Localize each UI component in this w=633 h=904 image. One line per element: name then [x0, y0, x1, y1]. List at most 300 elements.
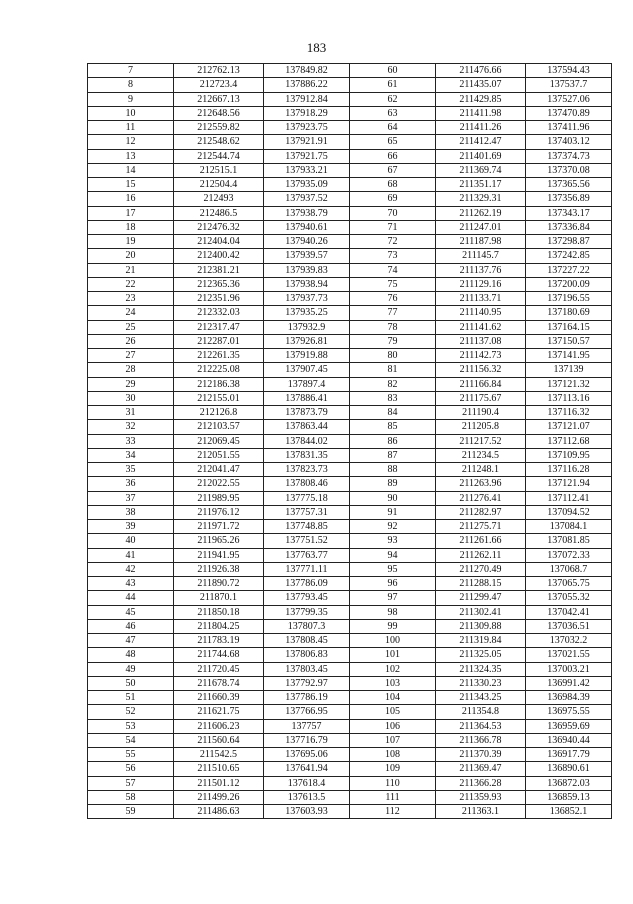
left-y-coordinate-cell: 137786.09: [264, 577, 350, 591]
left-point-number-cell: 33: [88, 434, 174, 448]
left-y-coordinate-cell: 137766.95: [264, 705, 350, 719]
table-row: [88, 719, 612, 733]
right-point-number-cell: 86: [350, 434, 436, 448]
right-y-coordinate-cell: 137150.57: [526, 334, 612, 348]
right-x-coordinate-cell: 211262.19: [436, 206, 526, 220]
left-point-number-cell: 28: [88, 363, 174, 377]
left-x-coordinate-cell: 212287.01: [174, 334, 264, 348]
left-x-coordinate-cell: 212667.13: [174, 92, 264, 106]
right-point-number-cell: 105: [350, 705, 436, 719]
right-x-coordinate-cell: 211429.85: [436, 92, 526, 106]
left-x-coordinate-cell: 211744.68: [174, 648, 264, 662]
right-point-number-cell: 99: [350, 619, 436, 633]
right-y-coordinate-cell: 137032.2: [526, 634, 612, 648]
left-y-coordinate-cell: 137897.4: [264, 377, 350, 391]
left-y-coordinate-cell: 137808.45: [264, 634, 350, 648]
left-x-coordinate-cell: 211926.38: [174, 562, 264, 576]
left-point-number-cell: 22: [88, 277, 174, 291]
left-y-coordinate-cell: 137923.75: [264, 121, 350, 135]
right-point-number-cell: 109: [350, 762, 436, 776]
right-point-number-cell: 100: [350, 634, 436, 648]
left-x-coordinate-cell: 212103.57: [174, 420, 264, 434]
right-y-coordinate-cell: 137527.06: [526, 92, 612, 106]
left-point-number-cell: 29: [88, 377, 174, 391]
right-point-number-cell: 106: [350, 719, 436, 733]
right-point-number-cell: 90: [350, 491, 436, 505]
left-point-number-cell: 46: [88, 619, 174, 633]
left-y-coordinate-cell: 137921.91: [264, 135, 350, 149]
left-y-coordinate-cell: 137844.02: [264, 434, 350, 448]
table-row: [88, 249, 612, 263]
left-y-coordinate-cell: 137807.3: [264, 619, 350, 633]
right-y-coordinate-cell: 136852.1: [526, 805, 612, 819]
left-y-coordinate-cell: 137940.26: [264, 235, 350, 249]
right-point-number-cell: 108: [350, 748, 436, 762]
left-x-coordinate-cell: 211660.39: [174, 691, 264, 705]
left-y-coordinate-cell: 137786.19: [264, 691, 350, 705]
left-x-coordinate-cell: 212332.03: [174, 306, 264, 320]
right-point-number-cell: 63: [350, 106, 436, 120]
right-y-coordinate-cell: 137343.17: [526, 206, 612, 220]
right-x-coordinate-cell: 211364.53: [436, 719, 526, 733]
right-x-coordinate-cell: 211190.4: [436, 406, 526, 420]
right-x-coordinate-cell: 211329.31: [436, 192, 526, 206]
left-point-number-cell: 18: [88, 220, 174, 234]
table-row: [88, 149, 612, 163]
right-point-number-cell: 97: [350, 591, 436, 605]
table-row: [88, 562, 612, 576]
left-x-coordinate-cell: 211486.63: [174, 805, 264, 819]
left-point-number-cell: 24: [88, 306, 174, 320]
left-point-number-cell: 55: [88, 748, 174, 762]
right-y-coordinate-cell: 137036.51: [526, 619, 612, 633]
table-row: [88, 676, 612, 690]
right-x-coordinate-cell: 211261.66: [436, 534, 526, 548]
left-point-number-cell: 54: [88, 733, 174, 747]
right-y-coordinate-cell: 137242.85: [526, 249, 612, 263]
left-x-coordinate-cell: 212559.82: [174, 121, 264, 135]
table-row: [88, 577, 612, 591]
left-point-number-cell: 57: [88, 776, 174, 790]
left-y-coordinate-cell: 137808.46: [264, 477, 350, 491]
table-row: [88, 106, 612, 120]
right-x-coordinate-cell: 211325.05: [436, 648, 526, 662]
left-y-coordinate-cell: 137613.5: [264, 790, 350, 804]
right-point-number-cell: 73: [350, 249, 436, 263]
right-y-coordinate-cell: 136991.42: [526, 676, 612, 690]
table-row: [88, 206, 612, 220]
left-y-coordinate-cell: 137912.84: [264, 92, 350, 106]
table-row: [88, 520, 612, 534]
table-row: [88, 135, 612, 149]
left-y-coordinate-cell: 137751.52: [264, 534, 350, 548]
left-y-coordinate-cell: 137940.61: [264, 220, 350, 234]
right-x-coordinate-cell: 211435.07: [436, 78, 526, 92]
right-x-coordinate-cell: 211141.62: [436, 320, 526, 334]
table-row: [88, 705, 612, 719]
left-x-coordinate-cell: 211971.72: [174, 520, 264, 534]
table-row: [88, 320, 612, 334]
left-y-coordinate-cell: 137775.18: [264, 491, 350, 505]
left-point-number-cell: 31: [88, 406, 174, 420]
left-x-coordinate-cell: 212544.74: [174, 149, 264, 163]
right-point-number-cell: 61: [350, 78, 436, 92]
right-x-coordinate-cell: 211369.47: [436, 762, 526, 776]
left-y-coordinate-cell: 137935.09: [264, 178, 350, 192]
left-x-coordinate-cell: 211850.18: [174, 605, 264, 619]
right-y-coordinate-cell: 137403.12: [526, 135, 612, 149]
right-point-number-cell: 88: [350, 463, 436, 477]
left-point-number-cell: 35: [88, 463, 174, 477]
table-row: [88, 548, 612, 562]
left-x-coordinate-cell: 212723.4: [174, 78, 264, 92]
left-x-coordinate-cell: 212351.96: [174, 292, 264, 306]
right-y-coordinate-cell: 137374.73: [526, 149, 612, 163]
right-point-number-cell: 110: [350, 776, 436, 790]
table-row: [88, 733, 612, 747]
table-row: [88, 277, 612, 291]
left-x-coordinate-cell: 211621.75: [174, 705, 264, 719]
left-x-coordinate-cell: 212186.38: [174, 377, 264, 391]
table-row: [88, 391, 612, 405]
right-x-coordinate-cell: 211205.8: [436, 420, 526, 434]
left-x-coordinate-cell: 212400.42: [174, 249, 264, 263]
left-point-number-cell: 13: [88, 149, 174, 163]
right-x-coordinate-cell: 211370.39: [436, 748, 526, 762]
right-x-coordinate-cell: 211133.71: [436, 292, 526, 306]
left-y-coordinate-cell: 137937.73: [264, 292, 350, 306]
right-point-number-cell: 65: [350, 135, 436, 149]
left-point-number-cell: 36: [88, 477, 174, 491]
right-x-coordinate-cell: 211275.71: [436, 520, 526, 534]
right-x-coordinate-cell: 211142.73: [436, 349, 526, 363]
right-y-coordinate-cell: 137094.52: [526, 505, 612, 519]
right-y-coordinate-cell: 137180.69: [526, 306, 612, 320]
left-x-coordinate-cell: 212041.47: [174, 463, 264, 477]
table-row: [88, 121, 612, 135]
left-x-coordinate-cell: 212486.5: [174, 206, 264, 220]
left-y-coordinate-cell: 137939.83: [264, 263, 350, 277]
right-point-number-cell: 91: [350, 505, 436, 519]
right-point-number-cell: 103: [350, 676, 436, 690]
left-point-number-cell: 50: [88, 676, 174, 690]
table-row: [88, 505, 612, 519]
right-y-coordinate-cell: 136940.44: [526, 733, 612, 747]
right-y-coordinate-cell: 137141.95: [526, 349, 612, 363]
left-x-coordinate-cell: 212548.62: [174, 135, 264, 149]
left-point-number-cell: 14: [88, 163, 174, 177]
right-point-number-cell: 80: [350, 349, 436, 363]
right-point-number-cell: 76: [350, 292, 436, 306]
right-x-coordinate-cell: 211262.11: [436, 548, 526, 562]
table-row: [88, 634, 612, 648]
table-row: [88, 434, 612, 448]
right-x-coordinate-cell: 211166.84: [436, 377, 526, 391]
left-x-coordinate-cell: 211720.45: [174, 662, 264, 676]
left-point-number-cell: 58: [88, 790, 174, 804]
left-y-coordinate-cell: 137938.94: [264, 277, 350, 291]
left-x-coordinate-cell: 211804.25: [174, 619, 264, 633]
right-y-coordinate-cell: 137121.94: [526, 477, 612, 491]
table-row: [88, 619, 612, 633]
right-y-coordinate-cell: 137411.96: [526, 121, 612, 135]
left-point-number-cell: 51: [88, 691, 174, 705]
left-y-coordinate-cell: 137873.79: [264, 406, 350, 420]
left-y-coordinate-cell: 137935.25: [264, 306, 350, 320]
left-point-number-cell: 52: [88, 705, 174, 719]
table-row: [88, 78, 612, 92]
table-row: [88, 263, 612, 277]
right-y-coordinate-cell: 137081.85: [526, 534, 612, 548]
right-x-coordinate-cell: 211366.78: [436, 733, 526, 747]
right-point-number-cell: 67: [350, 163, 436, 177]
left-x-coordinate-cell: 211989.95: [174, 491, 264, 505]
left-y-coordinate-cell: 137641.94: [264, 762, 350, 776]
left-x-coordinate-cell: 212404.04: [174, 235, 264, 249]
left-point-number-cell: 25: [88, 320, 174, 334]
right-y-coordinate-cell: 137084.1: [526, 520, 612, 534]
left-point-number-cell: 49: [88, 662, 174, 676]
left-y-coordinate-cell: 137939.57: [264, 249, 350, 263]
left-point-number-cell: 41: [88, 548, 174, 562]
left-point-number-cell: 59: [88, 805, 174, 819]
right-x-coordinate-cell: 211324.35: [436, 662, 526, 676]
left-x-coordinate-cell: 212493: [174, 192, 264, 206]
left-y-coordinate-cell: 137695.06: [264, 748, 350, 762]
left-y-coordinate-cell: 137919.88: [264, 349, 350, 363]
right-y-coordinate-cell: 136890.61: [526, 762, 612, 776]
table-row: [88, 334, 612, 348]
right-x-coordinate-cell: 211309.88: [436, 619, 526, 633]
left-y-coordinate-cell: 137918.29: [264, 106, 350, 120]
right-point-number-cell: 102: [350, 662, 436, 676]
table-row: [88, 406, 612, 420]
right-y-coordinate-cell: 137068.7: [526, 562, 612, 576]
right-x-coordinate-cell: 211288.15: [436, 577, 526, 591]
table-row: [88, 420, 612, 434]
left-x-coordinate-cell: 212762.13: [174, 64, 264, 78]
left-y-coordinate-cell: 137907.45: [264, 363, 350, 377]
right-y-coordinate-cell: 137055.32: [526, 591, 612, 605]
left-x-coordinate-cell: 211560.64: [174, 733, 264, 747]
right-point-number-cell: 77: [350, 306, 436, 320]
right-y-coordinate-cell: 137594.43: [526, 64, 612, 78]
left-x-coordinate-cell: 211965.26: [174, 534, 264, 548]
left-x-coordinate-cell: 212515.1: [174, 163, 264, 177]
table-row: [88, 349, 612, 363]
right-y-coordinate-cell: 136959.69: [526, 719, 612, 733]
right-y-coordinate-cell: 137042.41: [526, 605, 612, 619]
right-point-number-cell: 66: [350, 149, 436, 163]
left-x-coordinate-cell: 212069.45: [174, 434, 264, 448]
right-x-coordinate-cell: 211411.98: [436, 106, 526, 120]
left-point-number-cell: 21: [88, 263, 174, 277]
right-point-number-cell: 70: [350, 206, 436, 220]
right-x-coordinate-cell: 211354.8: [436, 705, 526, 719]
right-y-coordinate-cell: 137164.15: [526, 320, 612, 334]
right-y-coordinate-cell: 137121.07: [526, 420, 612, 434]
right-x-coordinate-cell: 211476.66: [436, 64, 526, 78]
table-row: [88, 691, 612, 705]
left-y-coordinate-cell: 137603.93: [264, 805, 350, 819]
left-x-coordinate-cell: 212317.47: [174, 320, 264, 334]
right-x-coordinate-cell: 211359.93: [436, 790, 526, 804]
right-x-coordinate-cell: 211263.96: [436, 477, 526, 491]
left-x-coordinate-cell: 212365.36: [174, 277, 264, 291]
left-y-coordinate-cell: 137757: [264, 719, 350, 733]
right-x-coordinate-cell: 211234.5: [436, 448, 526, 462]
right-point-number-cell: 93: [350, 534, 436, 548]
right-point-number-cell: 79: [350, 334, 436, 348]
left-x-coordinate-cell: 211499.26: [174, 790, 264, 804]
left-point-number-cell: 32: [88, 420, 174, 434]
left-point-number-cell: 7: [88, 64, 174, 78]
left-point-number-cell: 56: [88, 762, 174, 776]
right-x-coordinate-cell: 211140.95: [436, 306, 526, 320]
left-x-coordinate-cell: 212261.35: [174, 349, 264, 363]
left-y-coordinate-cell: 137716.79: [264, 733, 350, 747]
left-y-coordinate-cell: 137886.22: [264, 78, 350, 92]
right-point-number-cell: 95: [350, 562, 436, 576]
right-point-number-cell: 101: [350, 648, 436, 662]
left-y-coordinate-cell: 137618.4: [264, 776, 350, 790]
right-x-coordinate-cell: 211156.32: [436, 363, 526, 377]
table-row: [88, 748, 612, 762]
left-x-coordinate-cell: 211976.12: [174, 505, 264, 519]
table-row: [88, 477, 612, 491]
left-point-number-cell: 9: [88, 92, 174, 106]
left-point-number-cell: 30: [88, 391, 174, 405]
right-point-number-cell: 62: [350, 92, 436, 106]
left-x-coordinate-cell: 212476.32: [174, 220, 264, 234]
right-y-coordinate-cell: 137112.41: [526, 491, 612, 505]
right-x-coordinate-cell: 211366.28: [436, 776, 526, 790]
left-point-number-cell: 47: [88, 634, 174, 648]
table-row: [88, 92, 612, 106]
table-row: [88, 377, 612, 391]
right-point-number-cell: 104: [350, 691, 436, 705]
table-row: [88, 534, 612, 548]
right-y-coordinate-cell: 137113.16: [526, 391, 612, 405]
left-x-coordinate-cell: 212225.08: [174, 363, 264, 377]
left-point-number-cell: 17: [88, 206, 174, 220]
table-row: [88, 605, 612, 619]
right-y-coordinate-cell: 137116.32: [526, 406, 612, 420]
right-point-number-cell: 94: [350, 548, 436, 562]
left-point-number-cell: 15: [88, 178, 174, 192]
right-point-number-cell: 82: [350, 377, 436, 391]
right-point-number-cell: 83: [350, 391, 436, 405]
right-x-coordinate-cell: 211137.08: [436, 334, 526, 348]
right-y-coordinate-cell: 137112.68: [526, 434, 612, 448]
coordinates-table: [87, 63, 612, 819]
right-point-number-cell: 72: [350, 235, 436, 249]
table-row: [88, 235, 612, 249]
left-x-coordinate-cell: 211510.65: [174, 762, 264, 776]
table-row: [88, 363, 612, 377]
left-point-number-cell: 16: [88, 192, 174, 206]
right-y-coordinate-cell: 137072.33: [526, 548, 612, 562]
left-y-coordinate-cell: 137771.11: [264, 562, 350, 576]
right-point-number-cell: 69: [350, 192, 436, 206]
right-x-coordinate-cell: 211247.01: [436, 220, 526, 234]
table-row: [88, 491, 612, 505]
right-point-number-cell: 111: [350, 790, 436, 804]
left-y-coordinate-cell: 137933.21: [264, 163, 350, 177]
right-y-coordinate-cell: 137370.08: [526, 163, 612, 177]
right-point-number-cell: 87: [350, 448, 436, 462]
table-row: [88, 805, 612, 819]
right-y-coordinate-cell: 137139: [526, 363, 612, 377]
left-x-coordinate-cell: 211890.72: [174, 577, 264, 591]
left-point-number-cell: 37: [88, 491, 174, 505]
right-point-number-cell: 107: [350, 733, 436, 747]
left-point-number-cell: 44: [88, 591, 174, 605]
right-x-coordinate-cell: 211343.25: [436, 691, 526, 705]
right-y-coordinate-cell: 137021.55: [526, 648, 612, 662]
right-point-number-cell: 112: [350, 805, 436, 819]
right-point-number-cell: 92: [350, 520, 436, 534]
right-point-number-cell: 71: [350, 220, 436, 234]
right-y-coordinate-cell: 137121.32: [526, 377, 612, 391]
left-point-number-cell: 42: [88, 562, 174, 576]
right-x-coordinate-cell: 211129.16: [436, 277, 526, 291]
right-x-coordinate-cell: 211175.67: [436, 391, 526, 405]
left-x-coordinate-cell: 212381.21: [174, 263, 264, 277]
right-y-coordinate-cell: 137065.75: [526, 577, 612, 591]
table-row: [88, 163, 612, 177]
left-point-number-cell: 48: [88, 648, 174, 662]
page-number: 183: [306, 40, 327, 55]
left-y-coordinate-cell: 137748.85: [264, 520, 350, 534]
table-row: [88, 463, 612, 477]
right-y-coordinate-cell: 137116.28: [526, 463, 612, 477]
right-point-number-cell: 89: [350, 477, 436, 491]
right-y-coordinate-cell: 136984.39: [526, 691, 612, 705]
right-point-number-cell: 64: [350, 121, 436, 135]
right-y-coordinate-cell: 136917.79: [526, 748, 612, 762]
right-x-coordinate-cell: 211187.98: [436, 235, 526, 249]
right-x-coordinate-cell: 211299.47: [436, 591, 526, 605]
right-y-coordinate-cell: 136859.13: [526, 790, 612, 804]
left-y-coordinate-cell: 137757.31: [264, 505, 350, 519]
coordinates-table-body: [88, 64, 612, 819]
left-y-coordinate-cell: 137937.52: [264, 192, 350, 206]
left-y-coordinate-cell: 137803.45: [264, 662, 350, 676]
right-x-coordinate-cell: 211248.1: [436, 463, 526, 477]
right-point-number-cell: 78: [350, 320, 436, 334]
table-row: [88, 790, 612, 804]
left-y-coordinate-cell: 137792.97: [264, 676, 350, 690]
table-row: [88, 448, 612, 462]
left-x-coordinate-cell: 212022.55: [174, 477, 264, 491]
left-point-number-cell: 23: [88, 292, 174, 306]
left-y-coordinate-cell: 137863.44: [264, 420, 350, 434]
right-x-coordinate-cell: 211411.26: [436, 121, 526, 135]
left-point-number-cell: 10: [88, 106, 174, 120]
right-point-number-cell: 81: [350, 363, 436, 377]
left-point-number-cell: 40: [88, 534, 174, 548]
left-y-coordinate-cell: 137806.83: [264, 648, 350, 662]
left-x-coordinate-cell: 211941.95: [174, 548, 264, 562]
right-point-number-cell: 68: [350, 178, 436, 192]
right-x-coordinate-cell: 211302.41: [436, 605, 526, 619]
table-row: [88, 178, 612, 192]
left-point-number-cell: 39: [88, 520, 174, 534]
right-y-coordinate-cell: 137298.87: [526, 235, 612, 249]
left-x-coordinate-cell: 211783.19: [174, 634, 264, 648]
left-y-coordinate-cell: 137849.82: [264, 64, 350, 78]
